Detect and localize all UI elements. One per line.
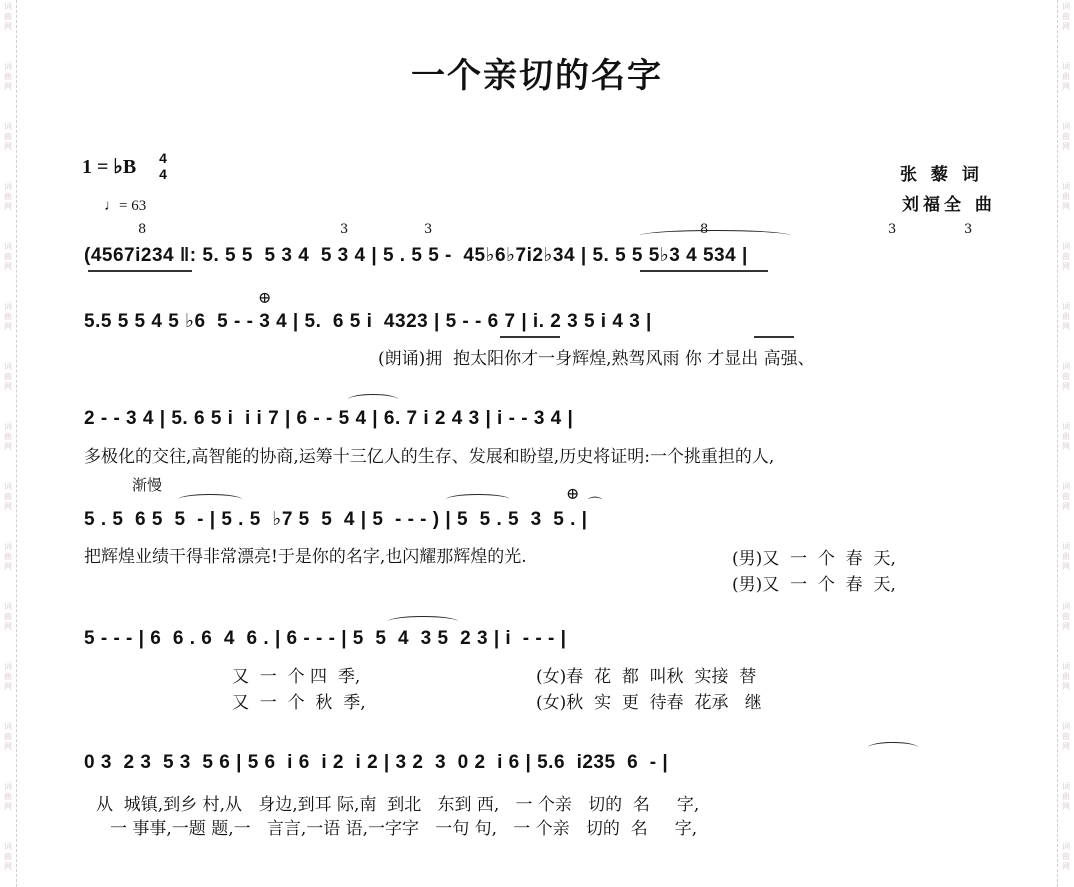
segno-sign: ⊕ xyxy=(566,484,580,503)
triplet-mark: 3 xyxy=(888,222,897,237)
beam xyxy=(500,336,560,338)
watermark: 词曲网 xyxy=(1062,182,1070,211)
lyrics-row-5-verse-1a: 又 一 个 四 季, xyxy=(232,667,361,687)
watermark: 词曲网 xyxy=(4,422,12,451)
time-signature-top: 4 xyxy=(159,150,167,166)
octave-mark: 8 xyxy=(138,222,147,237)
octave-mark: 8 xyxy=(700,222,709,237)
time-signature-bottom: 4 xyxy=(159,166,167,182)
watermark: 词曲网 xyxy=(1062,722,1070,751)
lyrics-row-4-verse-2: (男)又 一 个 春 天, xyxy=(732,575,896,595)
right-watermark-strip xyxy=(1057,0,1074,887)
triplet-mark: 3 xyxy=(964,222,973,237)
watermark: 词曲网 xyxy=(4,482,12,511)
ritardando-mark: 渐慢 xyxy=(132,476,163,494)
triplet-mark: 3 xyxy=(340,222,349,237)
beam xyxy=(640,270,768,272)
watermark: 词曲网 xyxy=(1062,362,1070,391)
notation-row-1: (4567i234 ‖: 5. 5 5 5 3 4 5 3 4 | 5 . 5 5 - 45♭6♭7i2♭34 | 5. 5 5 5♭3 4 534 | xyxy=(84,245,748,266)
left-watermark-strip xyxy=(0,0,17,887)
time-signature xyxy=(156,150,170,182)
fermata-sign: ⌒ xyxy=(588,497,602,513)
slur xyxy=(348,394,398,405)
lyrics-row-5-verse-2a: 又 一 个 秋 季, xyxy=(232,693,366,713)
watermark: 词曲网 xyxy=(1062,662,1070,691)
watermark: 词曲网 xyxy=(4,842,12,871)
watermark: 词曲网 xyxy=(1062,242,1070,271)
lyrics-row-4: 把辉煌业绩干得非常漂亮!于是你的名字,也闪耀那辉煌的光. xyxy=(84,547,527,567)
slur xyxy=(868,742,918,753)
watermark: 词曲网 xyxy=(1062,422,1070,451)
notation-row-3: 2 - - 3 4 | 5. 6 5 i i i 7 | 6 - - 5 4 | 6. 7 i 2 4 3 | i - - 3 4 | xyxy=(84,408,574,429)
slur xyxy=(640,230,790,241)
notation-row-4: 5 . 5 6 5 5 - | 5 . 5 ♭7 5 5 4 | 5 - - - ) | 5 5 . 5 3 5 . | xyxy=(84,509,588,530)
watermark: 词曲网 xyxy=(4,362,12,391)
lyrics-row-5-verse-2b: (女)秋 实 更 待春 花承 继 xyxy=(536,693,762,713)
lyrics-row-2: (朗诵)拥 抱太阳你才一身辉煌,熟驾风雨 你 才显出 高强、 xyxy=(378,349,815,369)
notation-row-2: 5.5 5 5 4 5 ♭6 5 - - 3 4 | 5. 6 5 i 4323 | 5 - - 6 7 | i. 2 3 5 i 4 3 | xyxy=(84,311,652,332)
watermark: 词曲网 xyxy=(1062,62,1070,91)
watermark: 词曲网 xyxy=(4,302,12,331)
triplet-mark: 3 xyxy=(424,222,433,237)
slur xyxy=(388,616,458,627)
watermark: 词曲网 xyxy=(4,662,12,691)
composer-credit: 刘福全 曲 xyxy=(902,195,996,215)
watermark: 词曲网 xyxy=(4,182,12,211)
lyrics-row-6-verse-2: 一 事事,一题 题,一 言言,一语 语,一字字 一句 句, 一 个亲 切的 名 字, xyxy=(110,819,698,839)
song-title: 一个亲切的名字 xyxy=(411,56,663,96)
watermark: 词曲网 xyxy=(1062,482,1070,511)
beam xyxy=(88,270,192,272)
watermark: 词曲网 xyxy=(1062,542,1070,571)
watermark: 词曲网 xyxy=(4,2,12,31)
lyricist-credit: 张 藜 词 xyxy=(900,165,983,185)
beam xyxy=(754,336,794,338)
notation-row-6: 0 3 2 3 5 3 5 6 | 5 6 i 6 i 2 i 2 | 3 2 3 0 2 i 6 | 5.6 i235 6 - | xyxy=(84,752,669,773)
slur xyxy=(446,494,510,505)
slur xyxy=(178,494,242,505)
lyrics-row-3: 多极化的交往,高智能的协商,运筹十三亿人的生存、发展和盼望,历史将证明:一个挑重担的人, xyxy=(84,447,775,467)
watermark: 词曲网 xyxy=(4,602,12,631)
key-signature: 1 = ♭B xyxy=(82,156,137,178)
lyrics-row-5-verse-1b: (女)春 花 都 叫秋 实接 替 xyxy=(536,667,757,687)
watermark: 词曲网 xyxy=(1062,842,1070,871)
tempo-marking: ♩= 63 xyxy=(104,198,147,214)
segno-sign: ⊕ xyxy=(258,288,272,307)
watermark: 词曲网 xyxy=(4,722,12,751)
watermark: 词曲网 xyxy=(4,782,12,811)
notation-row-5: 5 - - - | 6 6 . 6 4 6 . | 6 - - - | 5 5 4 3 5 2 3 | i - - - | xyxy=(84,628,567,649)
watermark: 词曲网 xyxy=(4,242,12,271)
watermark: 词曲网 xyxy=(1062,2,1070,31)
watermark: 词曲网 xyxy=(4,62,12,91)
watermark: 词曲网 xyxy=(1062,302,1070,331)
watermark: 词曲网 xyxy=(1062,782,1070,811)
watermark: 词曲网 xyxy=(4,542,12,571)
lyrics-row-6-verse-1: 从 城镇,到乡 村,从 身边,到耳 际,南 到北 东到 西, 一 个亲 切的 名 字, xyxy=(96,795,700,815)
watermark: 词曲网 xyxy=(1062,602,1070,631)
lyrics-row-4-verse-1: (男)又 一 个 春 天, xyxy=(732,549,896,569)
watermark: 词曲网 xyxy=(4,122,12,151)
watermark: 词曲网 xyxy=(1062,122,1070,151)
